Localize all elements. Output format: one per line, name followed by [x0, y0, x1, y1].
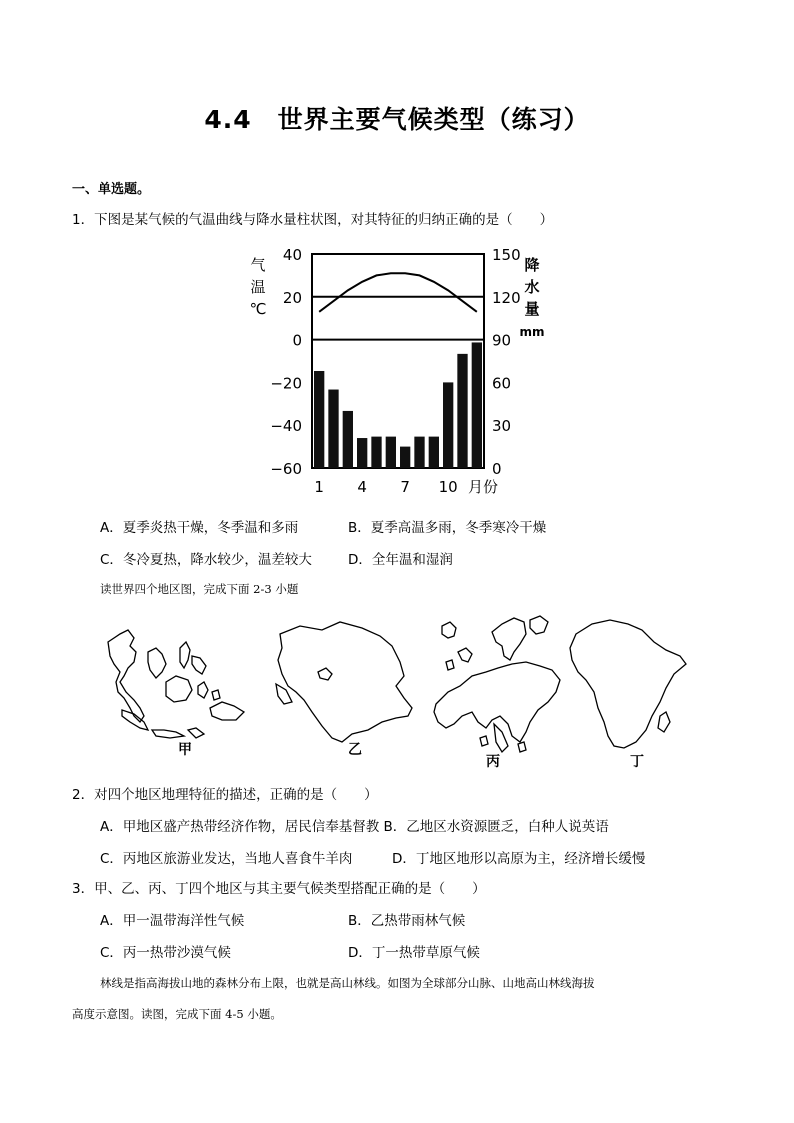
map-label-bing: 丙	[486, 754, 500, 770]
x-tick-label: 10	[438, 478, 458, 496]
map-label-jia: 甲	[178, 742, 192, 758]
left-tick-label: −20	[270, 374, 302, 393]
x-axis-unit: 月份	[468, 478, 499, 496]
question-2-option-d[interactable]: D．丁地区地形以高原为主，经济增长缓慢	[392, 851, 646, 867]
map-yi-middle-east	[276, 622, 412, 742]
question-1-stem: 1．下图是某气候的气温曲线与降水量柱状图，对其特征的归纳正确的是（ ）	[72, 212, 554, 228]
precip-bar	[314, 371, 324, 468]
left-tick-label: 20	[282, 288, 302, 307]
left-tick-label: 0	[292, 331, 302, 350]
precip-bar	[357, 438, 367, 468]
right-axis-label: mm	[519, 325, 545, 339]
left-axis-label: ℃	[249, 300, 267, 318]
precip-bar	[472, 342, 482, 468]
region-maps	[100, 612, 700, 782]
question-1-option-a[interactable]: A．夏季炎热干燥，冬季温和多雨	[100, 520, 299, 536]
left-axis-label: 温	[250, 278, 266, 296]
question-1-option-d[interactable]: D．全年温和湿润	[348, 552, 453, 568]
right-tick-label: 150	[492, 246, 521, 264]
precip-bar	[400, 447, 410, 468]
precip-bar	[457, 354, 467, 468]
question-1-option-b[interactable]: B．夏季高温多雨，冬季寒冷干燥	[348, 520, 547, 536]
left-tick-label: 40	[282, 246, 302, 264]
question-3-option-a[interactable]: A．甲一温带海洋性气候	[100, 913, 245, 929]
right-tick-label: 30	[492, 417, 512, 436]
map-ding-africa	[570, 620, 686, 748]
right-axis-label: 水	[524, 278, 540, 296]
maps-intro: 读世界四个地区图，完成下面 2-3 小题	[100, 582, 299, 596]
page-title: 4.4 世界主要气候类型（练习）	[204, 105, 590, 134]
question-3-option-b[interactable]: B．乙热带雨林气候	[348, 913, 466, 929]
precip-bar	[343, 411, 353, 468]
precip-bar	[328, 390, 338, 468]
left-axis-label: 气	[250, 256, 266, 274]
precip-bar	[386, 437, 396, 468]
left-tick-label: −60	[270, 460, 302, 478]
question-3-option-d[interactable]: D．丁一热带草原气候	[348, 945, 480, 961]
precip-bar	[443, 382, 453, 468]
question-3-option-c[interactable]: C．丙一热带沙漠气候	[100, 945, 231, 961]
map-jia-southeast-asia	[108, 630, 244, 738]
section-heading: 一、单选题。	[72, 182, 151, 197]
question-2-option-c[interactable]: C．丙地区旅游业发达，当地人喜食牛羊肉	[100, 851, 353, 867]
left-tick-label: −40	[270, 417, 302, 436]
x-tick-label: 7	[400, 478, 410, 496]
right-tick-label: 60	[492, 374, 512, 393]
right-tick-label: 120	[492, 288, 521, 307]
right-tick-label: 0	[492, 460, 502, 478]
question-1-option-c[interactable]: C．冬冷夏热，降水较少，温差较大	[100, 552, 312, 568]
question-2-stem: 2．对四个地区地理特征的描述，正确的是（ ）	[72, 787, 378, 803]
treeline-intro-line1: 林线是指高海拔山地的森林分布上限，也就是高山林线。如图为全球部分山脉、山地高山林线海拔	[100, 976, 595, 990]
right-axis-label: 量	[524, 300, 540, 318]
map-label-ding: 丁	[630, 754, 644, 770]
map-label-yi: 乙	[348, 742, 362, 758]
precip-bar	[371, 437, 381, 468]
precip-bar	[414, 437, 424, 468]
treeline-intro-line2: 高度示意图。读图，完成下面 4-5 小题。	[72, 1007, 282, 1021]
right-tick-label: 90	[492, 331, 512, 350]
x-tick-label: 4	[357, 478, 367, 496]
question-2-option-ab[interactable]: A．甲地区盛产热带经济作物，居民信奉基督教 B．乙地区水资源匮乏，白种人说英语	[100, 819, 609, 835]
climate-chart	[240, 240, 545, 500]
map-bing-europe	[434, 616, 560, 752]
precip-bar	[429, 437, 439, 468]
temperature-curve	[319, 273, 477, 312]
question-3-stem: 3．甲、乙、丙、丁四个地区与其主要气候类型搭配正确的是（ ）	[72, 881, 486, 897]
right-axis-label: 降	[524, 256, 540, 274]
x-tick-label: 1	[314, 478, 324, 496]
